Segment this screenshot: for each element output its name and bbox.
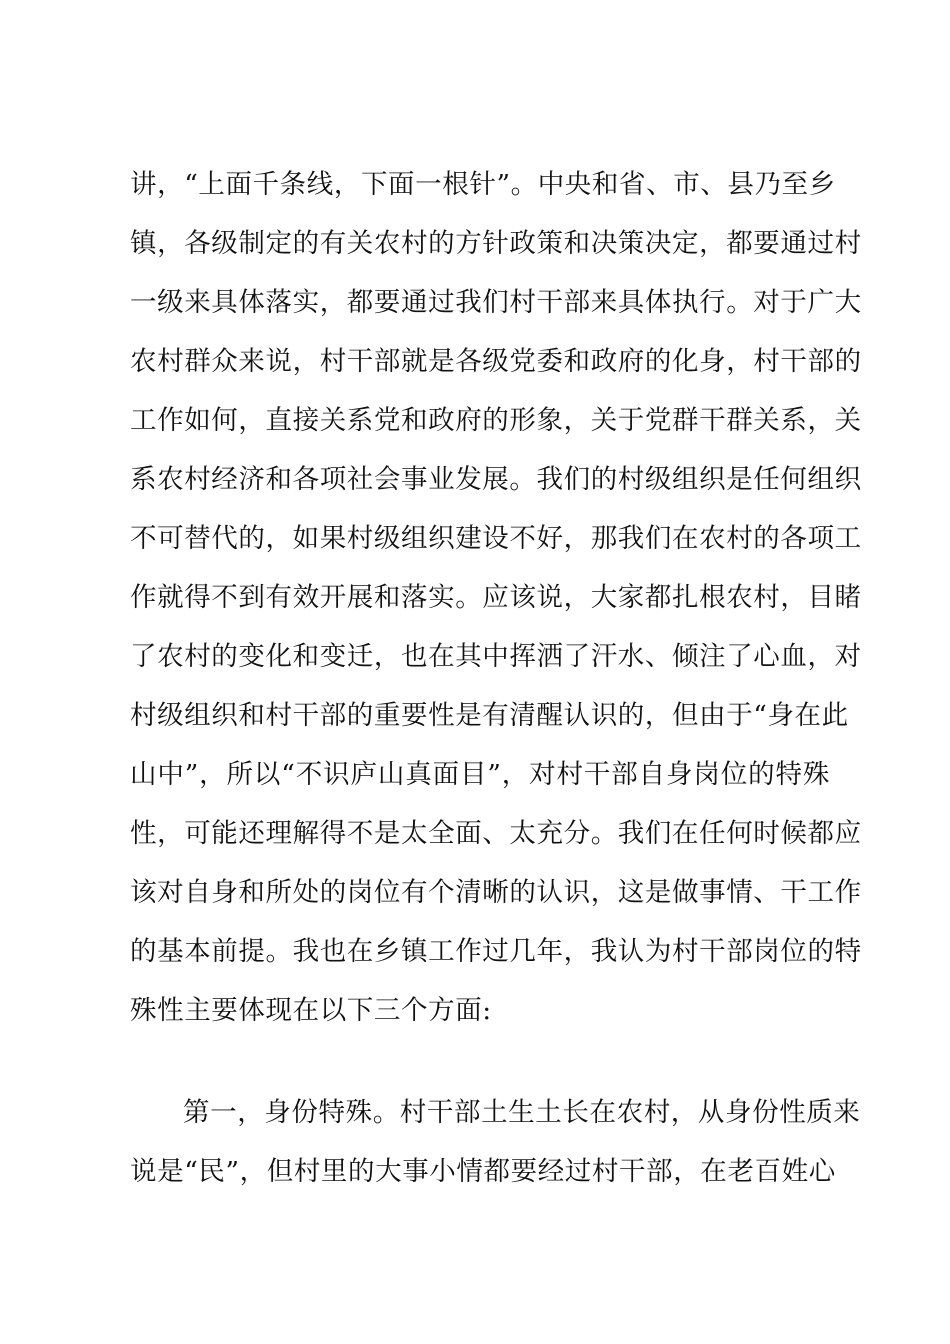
text-line: 讲，“上面千条线，下面一根针”。中央和省、市、县乃至乡 — [130, 169, 836, 200]
text-line: 农村群众来说，村干部就是各级党委和政府的化身，村干部的 — [130, 346, 862, 377]
text-line: 第一，身份特殊。村干部土生土长在农村，从身份性质来 — [183, 1097, 861, 1128]
paragraph-identity-special — [130, 1083, 861, 1201]
text-line: 一级来具体落实，都要通过我们村干部来具体执行。对于广大 — [130, 287, 862, 318]
text-line: 作就得不到有效开展和落实。应该说，大家都扎根农村，目睹 — [130, 582, 862, 613]
text-line: 性，可能还理解得不是太全面、太充分。我们在任何时候都应 — [130, 818, 862, 849]
text-line: 殊性主要体现在以下三个方面: — [130, 995, 492, 1026]
text-line: 了农村的变化和变迁，也在其中挥洒了汗水、倾注了心血，对 — [130, 641, 862, 672]
text-line: 说是“民”，但村里的大事小情都要经过村干部，在老百姓心 — [130, 1156, 836, 1187]
text-line: 山中”，所以“不识庐山真面目”，对村干部自身岗位的特殊 — [130, 759, 830, 790]
text-line: 的基本前提。我也在乡镇工作过几年，我认为村干部岗位的特 — [130, 936, 862, 967]
text-line: 工作如何，直接关系党和政府的形象，关于党群干群关系，关 — [130, 405, 862, 436]
text-line: 不可替代的，如果村级组织建设不好，那我们在农村的各项工 — [130, 523, 862, 554]
text-line: 该对自身和所处的岗位有个清晰的认识，这是做事情、干工作 — [130, 877, 862, 908]
text-line: 镇，各级制定的有关农村的方针政策和决策决定，都要通过村 — [130, 228, 862, 259]
text-line: 系农村经济和各项社会事业发展。我们的村级组织是任何组织 — [130, 464, 862, 495]
paragraph-continuation — [130, 155, 862, 1040]
text-line: 村级组织和村干部的重要性是有清醒认识的，但由于“身在此 — [130, 700, 849, 731]
